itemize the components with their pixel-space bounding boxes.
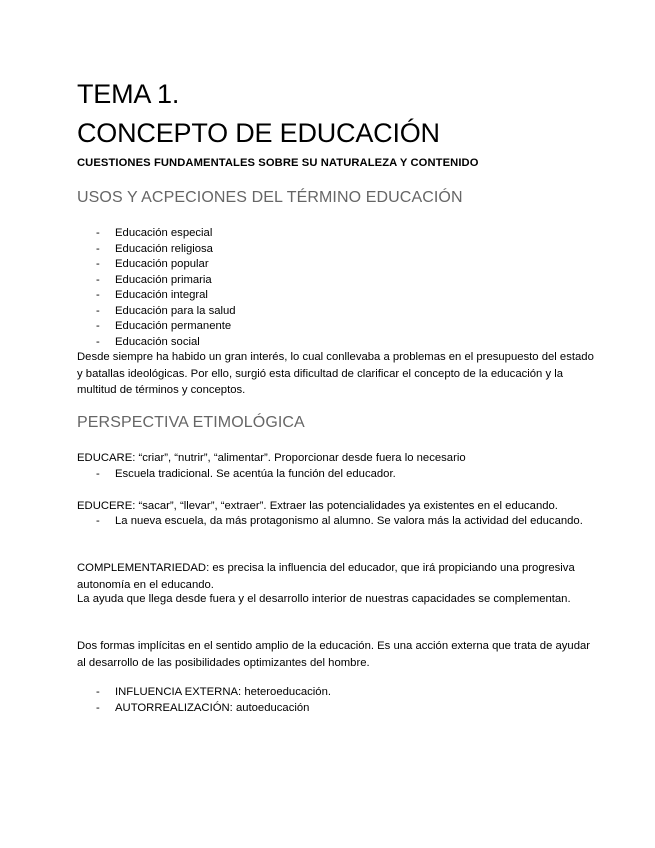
subtitle: CUESTIONES FUNDAMENTALES SOBRE SU NATURALEZA Y CONTENIDO (77, 157, 479, 169)
list-item: - Educación popular (77, 257, 597, 273)
section-heading-etimologica: PERSPECTIVA ETIMOLÓGICA (77, 414, 305, 431)
dash-bullet: - (96, 258, 100, 270)
educare-list (77, 467, 597, 483)
educere-list (77, 514, 597, 530)
section-heading-usos: USOS Y ACPECIONES DEL TÉRMINO EDUCACIÓN (77, 189, 463, 206)
list-item: - Educación religiosa (77, 242, 597, 258)
dash-bullet: - (96, 515, 100, 527)
list-item: - Educación para la salud (77, 304, 597, 320)
paragraph-dos-formas: Dos formas implícitas en el sentido amplio de la educación. Es una acción externa que trata de ayudar al desarrollo de las posibilidades optimizantes del hombre. (77, 640, 591, 669)
title-topic: TEMA 1. (77, 79, 180, 109)
paragraph-educare: EDUCARE: “criar”, “nutrir”, “alimentar”. Proporcionar desde fuera lo necesario (77, 452, 466, 464)
paragraph-complementariedad: COMPLEMENTARIEDAD: es precisa la influencia del educador, que irá propiciando una progresiva autonomía en el educando. (77, 562, 575, 591)
dash-bullet: - (96, 335, 100, 348)
list-item: - Educación social (77, 335, 597, 351)
paragraph-ayuda: La ayuda que llega desde fuera y el desarrollo interior de nuestras capacidades se complementan. (77, 593, 571, 605)
paragraph-interes: Desde siempre ha habido un gran interés, lo cual conllevaba a problemas en el presupuesto del estado y batallas ideológicas. Por ello, surgió esta dificultad de clarificar el concepto de la educación y la multitud de términos y conceptos. (77, 351, 594, 396)
dash-bullet: - (96, 304, 100, 317)
list-item: - Educación integral (77, 288, 597, 304)
dash-bullet: - (96, 227, 100, 239)
list-item: - Educación especial (77, 226, 597, 242)
dash-bullet: - (96, 273, 100, 286)
dash-bullet: - (96, 701, 100, 714)
dash-bullet: - (96, 468, 100, 480)
list-item: - Escuela tradicional. Se acentúa la función del educador. (77, 467, 597, 483)
list-item: - Educación primaria (77, 273, 597, 289)
list-item: - INFLUENCIA EXTERNA: heteroeducación. (77, 685, 597, 701)
paragraph-educere: EDUCERE: “sacar”, “llevar”, “extraer”. Extraer las potencialidades ya existentes en el educando. (77, 500, 558, 512)
list-item: - Educación permanente (77, 319, 597, 335)
title-concept: CONCEPTO DE EDUCACIÓN (77, 118, 440, 148)
list-item: - AUTORREALIZACIÓN: autoeducación (77, 701, 597, 717)
dash-bullet: - (96, 242, 100, 255)
dash-bullet: - (96, 320, 100, 332)
list-item: - La nueva escuela, da más protagonismo al alumno. Se valora más la actividad del educando. (77, 514, 597, 530)
dash-bullet: - (96, 686, 100, 698)
formas-list (77, 685, 597, 716)
usos-list (77, 226, 597, 350)
dash-bullet: - (96, 289, 100, 301)
